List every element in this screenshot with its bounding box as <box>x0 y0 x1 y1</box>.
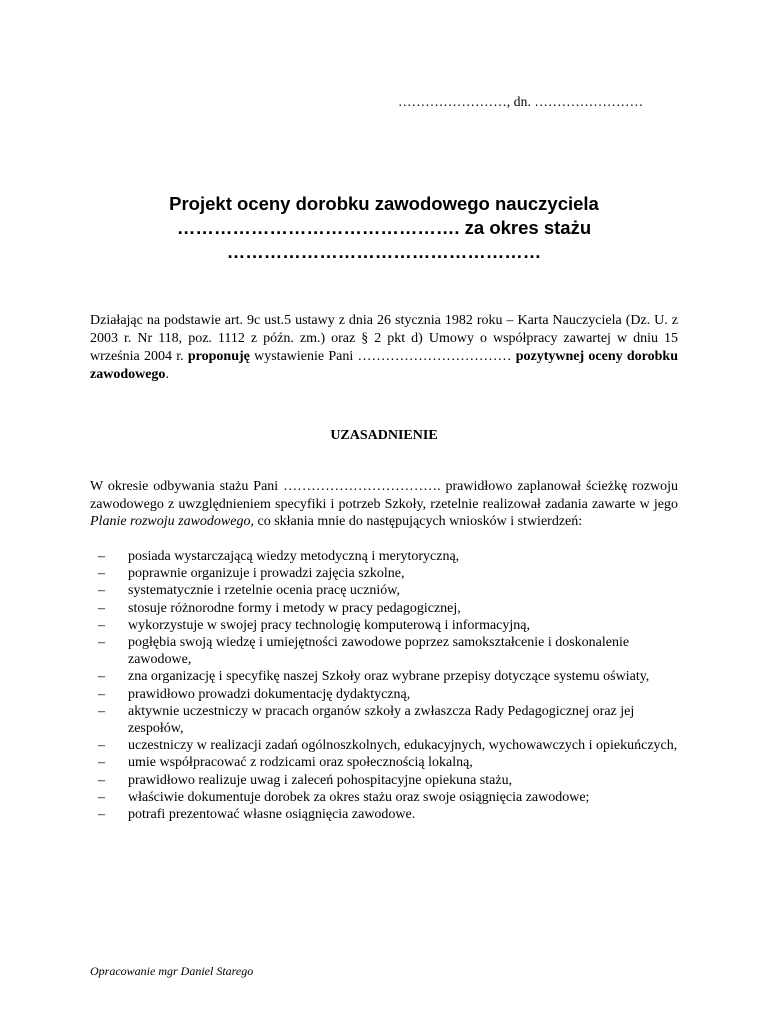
intro-end: . <box>165 367 169 382</box>
list-item-text: prawidłowo prowadzi dokumentację dydaktyczną, <box>128 686 411 702</box>
dash-bullet: – <box>98 549 105 564</box>
findings-list <box>90 548 678 823</box>
list-item <box>90 737 678 754</box>
list-item-text: potrafi prezentować własne osiągnięcia zawodowe. <box>128 807 416 823</box>
list-item <box>90 754 678 771</box>
list-item-text: zna organizację i specyfikę naszej Szkoły oraz wybrane przepisy dotyczące systemu oświaty, <box>128 669 650 685</box>
list-item-text: pogłębia swoją wiedzę i umiejętności zawodowe poprzez samokształcenie i doskonalenie zawodowe, <box>128 635 630 668</box>
list-item <box>90 600 678 617</box>
dash-bullet: – <box>98 583 105 599</box>
justification-text-1: W okresie odbywania stażu Pani ……………………………. prawidłowo zaplanował ścieżkę rozwoju zawodowego z uwzględnieniem specyfiki i potrzeb Szkoły, rzetelnie realizował zadania zawarte w jego <box>90 479 678 512</box>
dash-bullet: – <box>98 789 105 805</box>
justification-italic: Planie rozwoju zawodowego <box>90 514 251 529</box>
footer-credit: Opracowanie mgr Daniel Starego <box>90 964 254 978</box>
list-item <box>90 565 678 582</box>
intro-paragraph <box>90 312 678 384</box>
dash-bullet: – <box>98 703 105 719</box>
list-item-text: aktywnie uczestniczy w pracach organów szkoły a zwłaszcza Rady Pedagogicznej oraz jej zespołów, <box>128 703 635 737</box>
place-date-line: ……………………, dn. …………………… <box>398 94 644 109</box>
intro-name-placeholder: …………………………… <box>357 349 512 364</box>
intro-bold-evaluation: pozytywnej oceny dorobku zawodowego <box>90 349 678 382</box>
list-item <box>90 703 678 737</box>
dash-bullet: – <box>98 566 105 582</box>
title-line-2: ………………………………………. za okres stażu <box>176 217 592 238</box>
list-item <box>90 772 678 789</box>
list-item-text: wykorzystuje w swojej pracy technologię komputerową i informacyjną, <box>128 617 530 633</box>
list-item <box>90 686 678 703</box>
dash-bullet: – <box>98 755 105 771</box>
dash-bullet: – <box>98 600 105 616</box>
list-item <box>90 806 678 823</box>
dash-bullet: – <box>98 617 105 633</box>
list-item <box>90 582 678 599</box>
list-item <box>90 668 678 685</box>
intro-text-2: wystawienie Pani <box>254 349 354 364</box>
list-item <box>90 617 678 634</box>
list-item-text: prawidłowo realizuje uwag i zaleceń pohospitacyjne opiekuna stażu, <box>128 772 513 788</box>
list-item-text: właściwie dokumentuje dorobek za okres stażu oraz swoje osiągnięcia zawodowe; <box>128 789 590 805</box>
dash-bullet: – <box>98 686 105 702</box>
justification-text-2: , co skłania mnie do następujących wniosków i stwierdzeń: <box>250 514 583 529</box>
title-line-1: Projekt oceny dorobku zawodowego nauczyciela <box>169 193 599 214</box>
list-item <box>90 789 678 806</box>
list-item-text: poprawnie organizuje i prowadzi zajęcia szkolne, <box>128 566 405 582</box>
dash-bullet: – <box>98 635 105 651</box>
list-item-text: stosuje różnorodne formy i metody w pracy pedagogicznej, <box>128 600 461 616</box>
dash-bullet: – <box>98 669 105 685</box>
list-item-text: posiada wystarczającą wiedzy metodyczną i merytoryczną, <box>128 549 460 564</box>
dash-bullet: – <box>98 772 105 788</box>
list-item-text: uczestniczy w realizacji zadań ogólnoszkolnych, edukacyjnych, wychowawczych i opiekuńczych, <box>128 738 678 754</box>
dash-bullet: – <box>98 738 105 754</box>
list-item <box>90 548 678 565</box>
dash-bullet: – <box>98 807 105 823</box>
justification-paragraph <box>90 478 678 531</box>
intro-bold-propose: proponuję <box>187 349 250 364</box>
intro-text-1: Działając na podstawie art. 9c ust.5 ustawy z dnia 26 stycznia 1982 roku – Karta Nauczyciela (Dz. U. z 2003 r. Nr 118, poz. 1112 z późn. zm.) oraz § 2 pkt d) Umowy o współpracy zawartej w dniu 15 września 2004 r. <box>90 313 678 364</box>
list-item <box>90 634 678 668</box>
title-line-3: …………………………………………… <box>226 241 542 262</box>
list-item-text: umie współpracować z rodzicami oraz społecznością lokalną, <box>128 755 473 771</box>
document-title <box>90 192 678 264</box>
section-heading: UZASADNIENIE <box>330 428 438 443</box>
list-item-text: systematycznie i rzetelnie ocenia pracę uczniów, <box>128 583 400 599</box>
